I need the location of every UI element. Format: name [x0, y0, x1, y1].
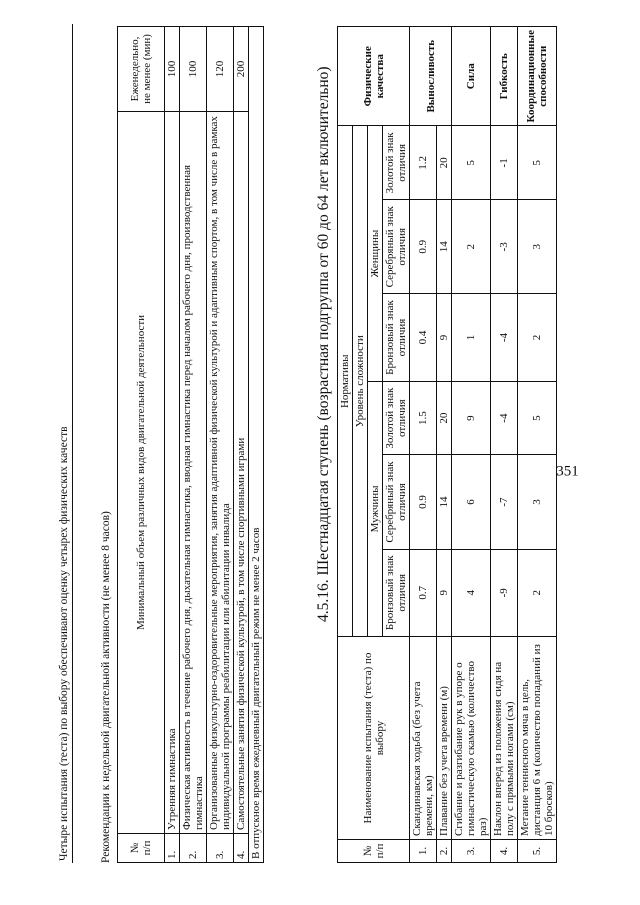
- row-minutes: 200: [234, 27, 249, 112]
- col-test-header: Наименование испытания (теста) по выбору: [338, 637, 410, 840]
- row-minutes: 100: [180, 27, 207, 112]
- value-cell: 9: [437, 294, 452, 381]
- value-cell: 20: [437, 126, 452, 200]
- value-cell: 2: [518, 549, 557, 636]
- row-activity: Физическая активность в течение рабочего дня, дыхательная гимнастика, вводная гимнастика перед началом рабочего дня, производственная гимнастика: [180, 112, 207, 834]
- table-row: [234, 27, 249, 863]
- table-row: [180, 27, 207, 863]
- table-row: [437, 27, 452, 863]
- row-activity: Самостоятельные занятия физической культурой, в том числе спортивными играми: [234, 112, 249, 834]
- value-cell: 1.5: [410, 381, 437, 455]
- row-minutes: 120: [207, 27, 234, 112]
- activity-table: [117, 26, 264, 863]
- test-name: Скандинавская ходьба (без учета времени, км): [410, 637, 437, 840]
- value-cell: -4: [491, 294, 518, 381]
- quality-cell: Выносливость: [410, 27, 452, 126]
- section-title: 4.5.16. Шестнадцатая ступень (возрастная подгруппа от 60 до 64 лет включительно): [315, 66, 332, 622]
- value-cell: 2: [518, 294, 557, 381]
- value-cell: 14: [437, 200, 452, 294]
- badge-header: Серебряный знак отличия: [383, 200, 410, 294]
- quality-cell: Сила: [452, 27, 491, 126]
- col-number-header: № п/п: [338, 840, 410, 863]
- value-cell: 0.4: [410, 294, 437, 381]
- value-cell: 1: [452, 294, 491, 381]
- col-minutes-header: Еженедельно, не менее (мин): [118, 27, 165, 112]
- badge-header: Бронзовый знак отличия: [383, 549, 410, 636]
- norms-table: [337, 26, 557, 863]
- value-cell: -3: [491, 200, 518, 294]
- value-cell: 9: [437, 549, 452, 636]
- quality-cell: Гибкость: [491, 27, 518, 126]
- row-number: 3.: [207, 834, 234, 863]
- value-cell: -7: [491, 455, 518, 549]
- row-number: 5.: [518, 840, 557, 863]
- table-row: [518, 27, 557, 863]
- value-cell: 9: [452, 381, 491, 455]
- value-cell: 0.7: [410, 549, 437, 636]
- table-header-row: [118, 27, 165, 863]
- badge-header: Бронзовый знак отличия: [383, 294, 410, 381]
- row-number: 2.: [180, 834, 207, 863]
- vacation-note: В отпускное время ежедневный двигательный режим не менее 2 часов: [249, 27, 264, 863]
- value-cell: 4: [452, 549, 491, 636]
- test-name: Метание теннисного мяча в цель, дистанция 6 м (количество попаданий из 10 бросков): [518, 637, 557, 840]
- value-cell: 0.9: [410, 200, 437, 294]
- row-activity: Организованные физкультурно-оздоровительные мероприятия, занятия адаптивной физической культурой и адаптивным спортом, в том числе в рамках индивидуальной программы реабилитации или абилитации инвалида: [207, 112, 234, 834]
- row-number: 2.: [437, 840, 452, 863]
- recommendation-heading: Рекомендации к недельной двигательной активности (не менее 8 часов): [100, 511, 112, 863]
- table-row: [165, 27, 180, 863]
- row-minutes: 100: [165, 27, 180, 112]
- row-number: 1.: [165, 834, 180, 863]
- row-activity: Утренняя гимнастика: [165, 112, 180, 834]
- badge-header: Серебряный знак отличия: [383, 455, 410, 549]
- table-row: [491, 27, 518, 863]
- table-row: [207, 27, 234, 863]
- table-row: [452, 27, 491, 863]
- value-cell: 0.9: [410, 455, 437, 549]
- table-row: [410, 27, 437, 863]
- value-cell: -4: [491, 381, 518, 455]
- quality-cell: Координационные способности: [518, 27, 557, 126]
- page-number: 351: [556, 463, 579, 480]
- value-cell: 1.2: [410, 126, 437, 200]
- value-cell: 3: [518, 200, 557, 294]
- value-cell: 20: [437, 381, 452, 455]
- value-cell: 3: [518, 455, 557, 549]
- col-activity-header: Минимальный объем различных видов двигательной деятельности: [118, 112, 165, 834]
- value-cell: 14: [437, 455, 452, 549]
- men-header: Мужчины: [368, 381, 383, 636]
- col-quality-header: Физические качества: [338, 27, 410, 126]
- test-name: Плавание без учета времени (м): [437, 637, 452, 840]
- value-cell: 5: [452, 126, 491, 200]
- level-header: Уровень сложности: [353, 126, 368, 637]
- women-header: Женщины: [368, 126, 383, 381]
- row-number: 1.: [410, 840, 437, 863]
- value-cell: 6: [452, 455, 491, 549]
- test-name: Сгибание и разгибание рук в упоре о гимнастическую скамью (количество раз): [452, 637, 491, 840]
- badge-header: Золотой знак отличия: [383, 381, 410, 455]
- value-cell: 5: [518, 381, 557, 455]
- value-cell: -1: [491, 126, 518, 200]
- badge-header: Золотой знак отличия: [383, 126, 410, 200]
- test-name: Наклон вперед из положения сидя на полу с прямыми ногами (см): [491, 637, 518, 840]
- norms-header: Нормативы: [338, 126, 353, 637]
- value-cell: 2: [452, 200, 491, 294]
- col-number-header: № п/п: [118, 834, 165, 863]
- value-cell: 5: [518, 126, 557, 200]
- row-number: 4.: [491, 840, 518, 863]
- row-number: 4.: [234, 834, 249, 863]
- row-number: 3.: [452, 840, 491, 863]
- intro-text: Четыре испытания (теста) по выбору обеспечивают оценку четырех физических качеств: [56, 24, 73, 863]
- table-footer-row: [249, 27, 264, 863]
- value-cell: -9: [491, 549, 518, 636]
- header-row: [338, 27, 353, 863]
